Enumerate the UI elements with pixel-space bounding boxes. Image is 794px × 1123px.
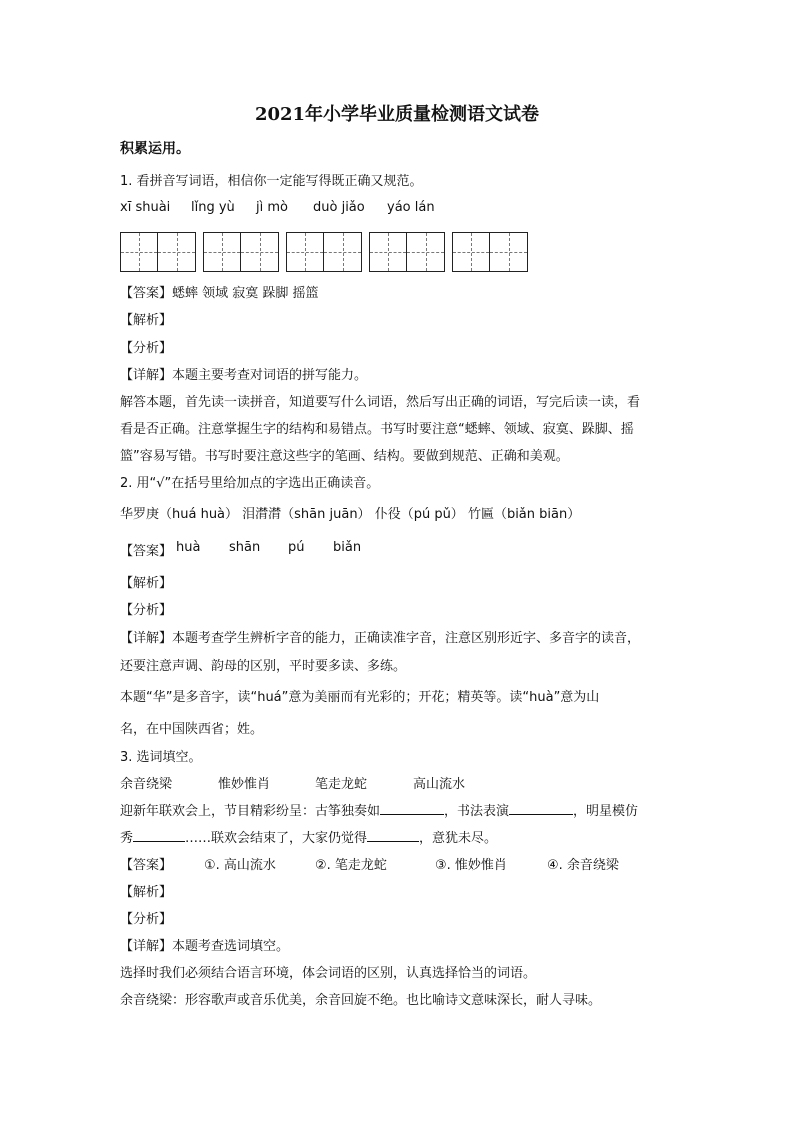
q3-fenxi-tag: 【分析】 (120, 912, 173, 927)
q3-sentence-1c: ，明星模仿 (573, 804, 639, 819)
q3-word-2: 惟妙惟肖 (218, 777, 271, 792)
fill-blank-4[interactable] (367, 827, 419, 842)
q3-sentence-1b: ，书法表演 (444, 804, 510, 819)
q3-para-1: 选择时我们必须结合语言环境，体会词语的区别，认真选择恰当的词语。 (120, 966, 537, 981)
q1-pinyin-4: duò jiǎo (313, 200, 365, 215)
q3-sentence-2b: ……联欢会结束了，大家仍觉得 (185, 831, 368, 846)
detail-tag: 【详解】 (120, 631, 173, 646)
q1-analysis-tag: 【解析】 (120, 313, 173, 328)
q1-pinyin-3: jì mò (256, 200, 288, 215)
q2-detail: 本题考查学生辨析字音的能力，正确读准字音，注意区别形近字、多音字的读音， (172, 631, 641, 646)
q3-sentence-2 (120, 827, 497, 846)
fill-blank-3[interactable] (133, 827, 185, 842)
q1-pinyin-2: lǐng yù (191, 200, 235, 215)
q1-pinyin-1: xī shuài (120, 200, 171, 215)
q1-para-1: 解答本题，首先读一读拼音，知道要写什么词语，然后写出正确的词语，写完后读一读，看 (120, 395, 641, 410)
grid-word-3 (286, 232, 362, 272)
q3-answer-3: ③. 惟妙惟肖 (435, 858, 507, 873)
page-title: 2021年小学毕业质量检测语文试卷 (254, 104, 540, 125)
q3-sentence-1a: 迎新年联欢会上，节目精彩纷呈：古筝独奏如 (120, 804, 381, 819)
q3-word-1: 余音绕梁 (120, 777, 173, 792)
q3-answer-1: ①. 高山流水 (204, 858, 276, 873)
q3-sentence-2c: ，意犹未尽。 (419, 831, 498, 846)
grid-word-5 (452, 232, 528, 272)
q2-answer-4: biǎn (333, 540, 362, 555)
q2-answer-1: huà (176, 540, 201, 555)
q3-analysis-tag: 【解析】 (120, 885, 173, 900)
q1-detail: 本题主要考查对词语的拼写能力。 (172, 368, 368, 383)
q2-answer-2: shān (229, 540, 261, 555)
q3-detail-line (120, 935, 289, 954)
q2-answer-3: pú (288, 540, 305, 555)
q1-para-2: 看是否正确。注意掌握生字的结构和易错点。书写时要注意“蟋蟀、领域、寂寞、跺脚、摇 (120, 422, 634, 437)
q3-sentence-1 (120, 800, 638, 819)
grid-word-2 (203, 232, 279, 272)
q1-answer: 蟋蟀 领域 寂寞 跺脚 摇篮 (172, 286, 319, 301)
q3-answer-tag: 【答案】 (120, 858, 173, 873)
q1-detail-line (120, 364, 367, 383)
q2-stem: 2. 用“√”在括号里给加点的字选出正确读音。 (120, 476, 380, 491)
q2-detail-2: 还要注意声调、韵母的区别，平时要多读、多练。 (120, 659, 407, 674)
grid-word-1 (120, 232, 196, 272)
q1-para-3: 篮”容易写错。书写时要注意这些字的笔画、结构。要做到规范、正确和美观。 (120, 449, 569, 464)
detail-tag: 【详解】 (120, 939, 173, 954)
q3-word-4: 高山流水 (413, 777, 466, 792)
fill-blank-1[interactable] (380, 800, 444, 815)
q2-note-2: 名，在中国陕西省；姓。 (120, 722, 264, 737)
q3-answer-2: ②. 笔走龙蛇 (315, 858, 387, 873)
q2-options: 华罗庚（huá huà） 泪潸潸（shān juān） 仆役（pú pǔ） 竹匾（biǎn biān） (120, 507, 581, 522)
q3-sentence-2a: 秀 (120, 831, 134, 846)
q3-detail: 本题考查选词填空。 (172, 939, 290, 954)
q3-para-2: 余音绕梁：形容歌声或音乐优美，余音回旋不绝。也比喻诗文意味深长，耐人寻味。 (120, 993, 602, 1008)
q1-fenxi-tag: 【分析】 (120, 341, 173, 356)
q2-note-1: 本题“华”是多音字，读“huá”意为美丽而有光彩的；开花；精英等。读“huà”意为山 (120, 690, 600, 705)
detail-tag: 【详解】 (120, 368, 173, 383)
section-heading: 积累运用。 (120, 141, 190, 157)
answer-tag: 【答案】 (120, 286, 173, 301)
grid-word-4 (369, 232, 445, 272)
q2-answer-tag: 【答案】 (120, 544, 173, 559)
q2-analysis-tag: 【解析】 (120, 576, 173, 591)
q1-pinyin-5: yáo lán (387, 200, 435, 215)
q1-stem: 1. 看拼音写词语，相信你一定能写得既正确又规范。 (120, 174, 423, 189)
fill-blank-2[interactable] (509, 800, 573, 815)
q2-detail-line (120, 627, 640, 646)
q3-word-3: 笔走龙蛇 (315, 777, 368, 792)
q3-answer-4: ④. 余音绕梁 (547, 858, 619, 873)
q2-fenxi-tag: 【分析】 (120, 603, 173, 618)
q1-answer-line (120, 282, 319, 301)
q3-stem: 3. 选词填空。 (120, 750, 202, 765)
